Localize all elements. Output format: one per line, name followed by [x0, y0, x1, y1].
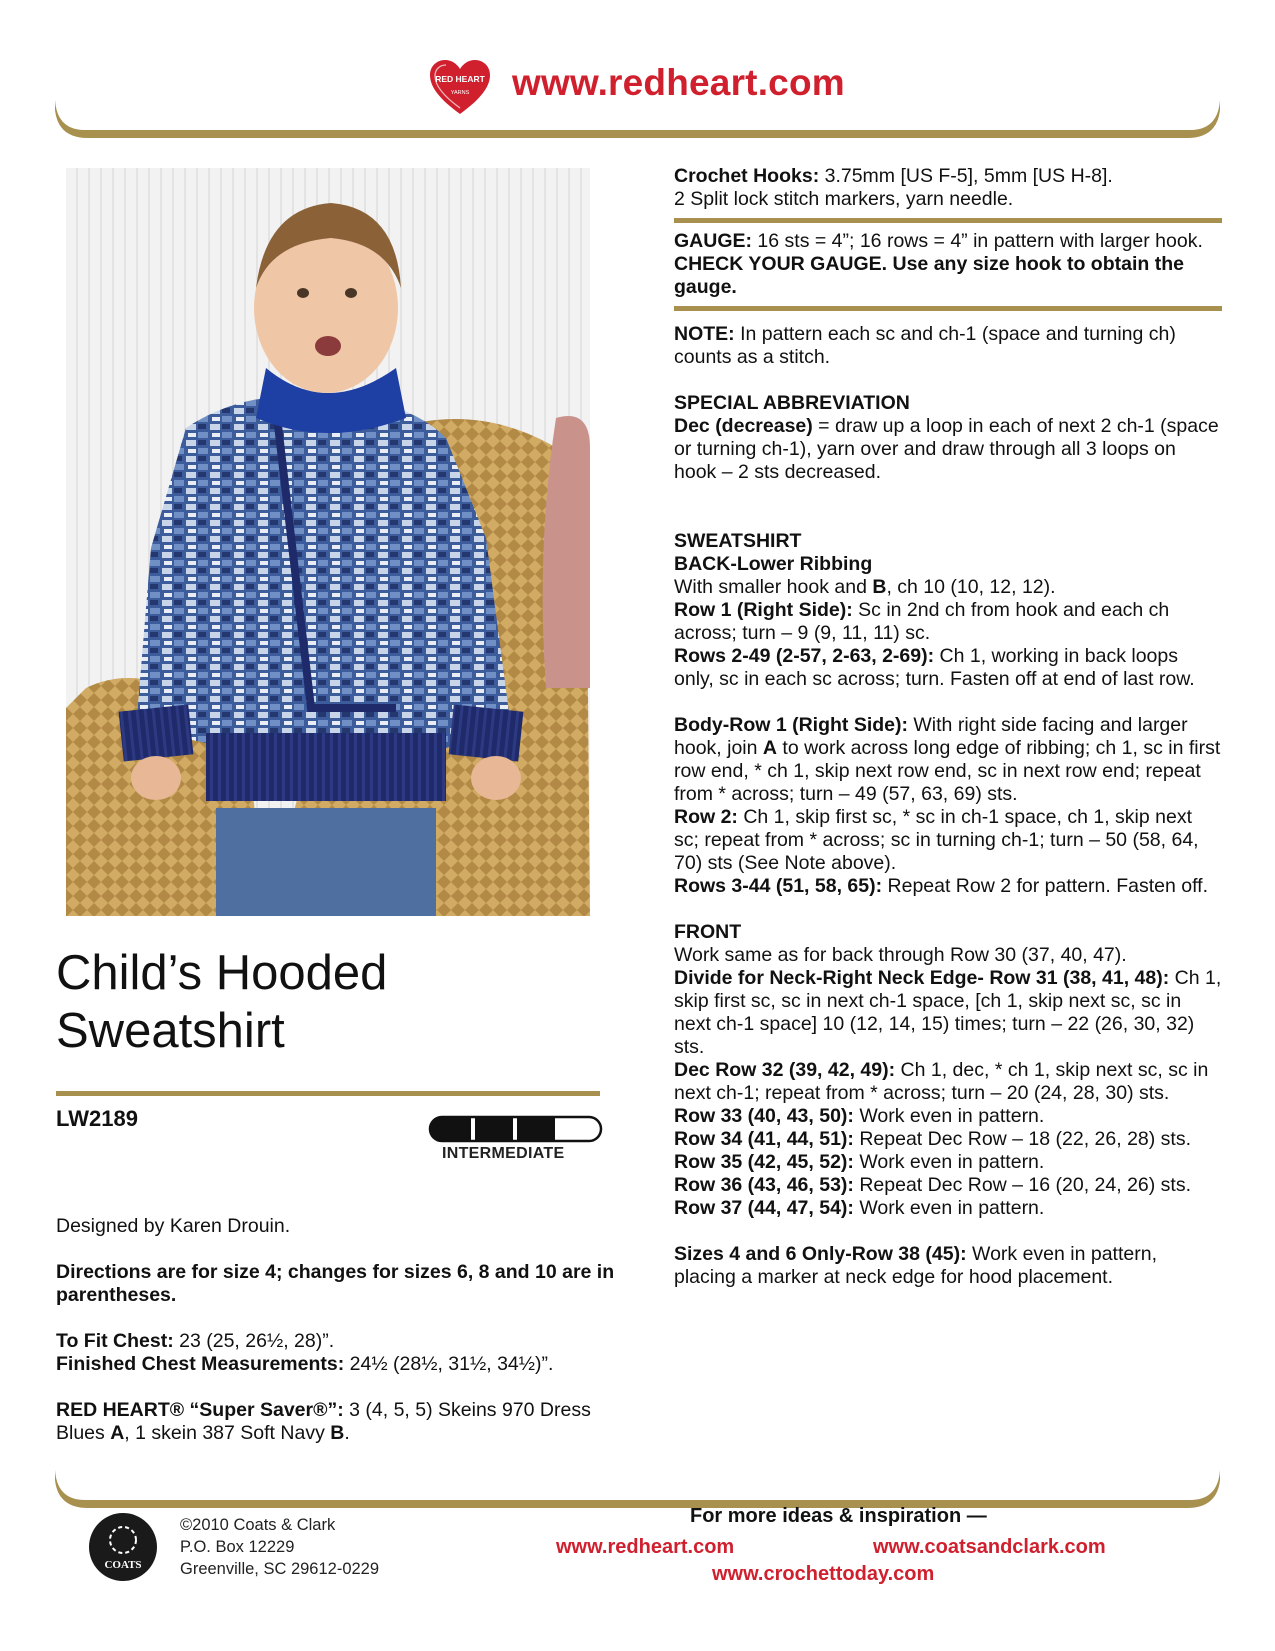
svg-text:YARNS: YARNS: [450, 90, 470, 96]
coatsandclark-link[interactable]: www.coatsandclark.com: [873, 1536, 1106, 1558]
crochettoday-link[interactable]: www.crochettoday.com: [712, 1563, 935, 1585]
svg-text:COATS: COATS: [104, 1559, 142, 1571]
title-line-1: Child’s Hooded: [56, 946, 388, 1000]
po-box: P.O. Box 12229: [180, 1538, 295, 1556]
header-url-link[interactable]: www.redheart.com: [512, 62, 845, 103]
front-instructions: FRONT Work same as for back through Row 30 (37, 40, 47). Divide for Neck-Right Neck Edge- Row 31 (38, 41, 48): Ch 1, skip first sc, sc in next ch-1 space, [ch 1, skip next sc, sc in next ch-1 space] 10 (12, 14, 15) times; turn – 22 (26, 30, 32) sts. Dec Row 32 (39, 42, 49): Ch 1, dec, * ch 1, skip next sc, sc in next ch-1; repeat from * across; turn – 20 (24, 28, 30) sts. Row 33 (40, 43, 50): Work even in pattern. Row 34 (41, 44, 51): Repeat Dec Row – 18 (22, 26, 28) sts. Row 35 (42, 45, 52): Work even in pattern. Row 36 (43, 46, 53): Repeat Dec Row – 16 (20, 24, 26) sts. Row 37 (44, 47, 54): Work even in pattern.: [674, 921, 1222, 1219]
yarn-info: RED HEART® “Super Saver®”: 3 (4, 5, 5) Skeins 970 Dress Blues A, 1 skein 387 Soft Navy B.: [56, 1399, 591, 1444]
coats-logo: [88, 1512, 158, 1582]
redheart-link[interactable]: www.redheart.com: [556, 1536, 735, 1558]
skill-level-indicator: [428, 1115, 603, 1143]
body-instructions: Body-Row 1 (Right Side): With right side facing and larger hook, join A to work across long edge of ribbing; ch 1, sc in first row end, * ch 1, skip next row end, sc in next row end; repeat from * across; turn – 49 (57, 63, 69) sts. Row 2: Ch 1, skip first sc, * sc in ch-1 space, ch 1, skip next sc; repeat from * across; sc in turning ch-1; turn – 50 (58, 64, 70) sts (See Note above). Rows 3-44 (51, 58, 65): Repeat Row 2 for pattern. Fasten off.: [674, 714, 1221, 897]
company-address: [180, 1514, 379, 1580]
skill-bar-2: [475, 1117, 513, 1141]
more-ideas-heading: For more ideas & inspiration —: [690, 1505, 987, 1527]
city: Greenville, SC 29612-0229: [180, 1560, 380, 1578]
fit-chest: To Fit Chest: 23 (25, 26½, 28)”. Finished Chest Measurements: 24½ (28½, 31½, 34½)”.: [56, 1330, 554, 1375]
copyright: ©2010 Coats & Clark: [180, 1516, 336, 1534]
gauge-info: GAUGE: 16 sts = 4”; 16 rows = 4” in pattern with larger hook. CHECK YOUR GAUGE. Use any size hook to obtain the gauge.: [674, 230, 1203, 298]
title-line-2: Sweatshirt: [56, 1004, 285, 1058]
svg-text:RED HEART: RED HEART: [435, 74, 485, 84]
sweatshirt-back: SWEATSHIRT BACK-Lower Ribbing With smaller hook and B, ch 10 (10, 12, 12). Row 1 (Right Side): Sc in 2nd ch from hook and each ch across; turn – 9 (9, 11, 11) sc. Rows 2-49 (2-57, 2-63, 2-69): Ch 1, working in back loops only, sc in each sc across; turn. Fasten off at end of last row.: [674, 530, 1195, 690]
sizes-4-6-note: Sizes 4 and 6 Only-Row 38 (45): Work even in pattern, placing a marker at neck edge for hood placement.: [674, 1243, 1157, 1288]
hooks-info: Crochet Hooks: 3.75mm [US F-5], 5mm [US H-8]. 2 Split lock stitch markers, yarn needle.: [674, 165, 1113, 210]
sweatshirt-photo: [66, 168, 590, 916]
instructions-section: [674, 165, 1222, 1289]
pattern-id: LW2189: [56, 1106, 138, 1131]
skill-bar-3: [517, 1117, 555, 1141]
title-divider: [56, 1091, 600, 1096]
note: NOTE: In pattern each sc and ch-1 (space and turning ch) counts as a stitch.: [674, 323, 1176, 368]
skill-level-label: INTERMEDIATE: [442, 1145, 565, 1162]
skill-bar-1: [430, 1117, 471, 1141]
special-abbreviation: SPECIAL ABBREVIATION Dec (decrease) = draw up a loop in each of next 2 ch-1 (space or turning ch-1), yarn over and draw through all 3 loops on hook – 2 sts decreased.: [674, 392, 1219, 483]
gauge-bottom-divider: [674, 306, 1222, 311]
materials-section: [56, 1215, 616, 1445]
footer-divider: [55, 1470, 1220, 1510]
designer-credit: Designed by Karen Drouin.: [56, 1215, 291, 1237]
pattern-title: [56, 944, 596, 1060]
gauge-top-divider: [674, 218, 1222, 223]
header-divider: [55, 100, 1220, 140]
directions-note: Directions are for size 4; changes for sizes 6, 8 and 10 are in parentheses.: [56, 1261, 615, 1306]
